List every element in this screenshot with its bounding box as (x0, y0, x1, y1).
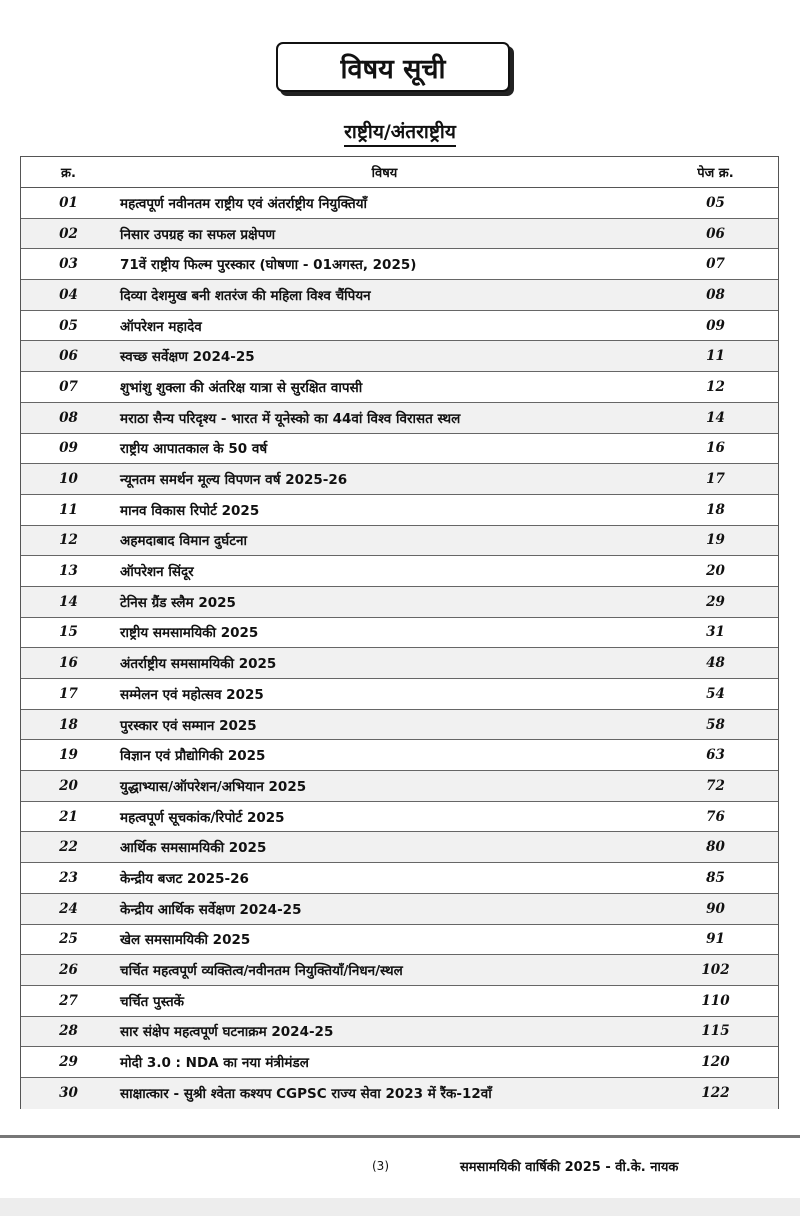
row-page: 07 (706, 256, 725, 273)
row-topic: राष्ट्रीय समसामयिकी 2025 (120, 625, 259, 642)
table-row (21, 618, 778, 649)
row-topic: ऑपरेशन सिंदूर (120, 564, 194, 581)
table-row (21, 679, 778, 710)
row-num: 18 (59, 716, 78, 733)
row-topic: राष्ट्रीय आपातकाल के 50 वर्ष (120, 441, 268, 458)
section-heading-text: राष्ट्रीय/अंतराष्ट्रीय (344, 121, 456, 147)
row-page: 06 (706, 225, 725, 242)
row-num: 02 (59, 225, 78, 242)
row-num: 10 (59, 471, 78, 488)
row-num: 26 (59, 962, 78, 979)
header-num: क्र. (61, 166, 76, 181)
row-topic: खेल समसामयिकी 2025 (120, 932, 251, 949)
page-title: विषय सूची (340, 53, 446, 85)
table-row (21, 556, 778, 587)
header-page: पेज क्र. (697, 166, 734, 181)
row-page: 58 (706, 716, 725, 733)
table-row (21, 648, 778, 679)
row-num: 13 (59, 563, 78, 580)
row-num: 14 (59, 593, 78, 610)
row-num: 20 (59, 777, 78, 794)
row-num: 04 (59, 286, 78, 303)
table-body (21, 188, 778, 1109)
row-page: 91 (706, 931, 725, 948)
row-page: 08 (706, 286, 725, 303)
row-topic: निसार उपग्रह का सफल प्रक्षेपण (120, 226, 276, 243)
table-header (21, 157, 778, 188)
row-topic: केन्द्रीय आर्थिक सर्वेक्षण 2024-25 (120, 901, 302, 918)
footer-divider (0, 1135, 800, 1138)
row-topic: चर्चित महत्वपूर्ण व्यक्तित्व/नवीनतम नियुक्तियाँ/निधन/स्थल (120, 963, 403, 980)
table-row (21, 955, 778, 986)
row-num: 28 (59, 1023, 78, 1040)
table-row (21, 832, 778, 863)
row-page: 80 (706, 839, 725, 856)
row-page: 18 (706, 501, 725, 518)
row-topic: स्वच्छ सर्वेक्षण 2024-25 (120, 349, 255, 366)
row-page: 115 (701, 1023, 730, 1040)
row-num: 15 (59, 624, 78, 641)
table-row (21, 771, 778, 802)
table-row (21, 434, 778, 465)
row-topic: सम्मेलन एवं महोत्सव 2025 (120, 686, 264, 703)
table-row (21, 219, 778, 250)
table-row (21, 925, 778, 956)
row-page: 54 (706, 685, 725, 702)
row-num: 17 (59, 685, 78, 702)
row-page: 85 (706, 869, 725, 886)
footer-page-number: (3) (372, 1159, 389, 1173)
footer-book-title: समसामयिकी वार्षिकी 2025 - वी.के. नायक (460, 1160, 679, 1175)
row-page: 19 (706, 532, 725, 549)
row-num: 30 (59, 1085, 78, 1102)
table-row (21, 341, 778, 372)
row-topic: साक्षात्कार - सुश्री श्वेता कश्यप CGPSC राज्य सेवा 2023 में रैंक-12वाँ (120, 1086, 492, 1103)
row-num: 08 (59, 409, 78, 426)
row-page: 63 (706, 747, 725, 764)
table-row (21, 863, 778, 894)
section-heading (0, 118, 800, 144)
row-topic: टेनिस ग्रैंड स्लैम 2025 (120, 594, 236, 611)
table-row (21, 280, 778, 311)
row-topic: दिव्या देशमुख बनी शतरंज की महिला विश्व चैंपियन (120, 287, 371, 304)
row-page: 76 (706, 808, 725, 825)
table-row (21, 894, 778, 925)
row-topic: अंतर्राष्ट्रीय समसामयिकी 2025 (120, 656, 277, 673)
table-row (21, 464, 778, 495)
row-page: 09 (706, 317, 725, 334)
table-row (21, 802, 778, 833)
row-topic: सार संक्षेप महत्वपूर्ण घटनाक्रम 2024-25 (120, 1024, 334, 1041)
row-num: 22 (59, 839, 78, 856)
row-topic: ऑपरेशन महादेव (120, 318, 202, 335)
row-num: 16 (59, 655, 78, 672)
row-num: 27 (59, 992, 78, 1009)
row-page: 05 (706, 194, 725, 211)
row-num: 05 (59, 317, 78, 334)
table-row (21, 249, 778, 280)
table-row (21, 403, 778, 434)
row-topic: महत्वपूर्ण सूचकांक/रिपोर्ट 2025 (120, 809, 285, 826)
row-page: 122 (701, 1085, 730, 1102)
table-row (21, 495, 778, 526)
row-page: 17 (706, 471, 725, 488)
row-topic: युद्धाभ्यास/ऑपरेशन/अभियान 2025 (120, 778, 307, 795)
header-topic: विषय (371, 166, 398, 181)
row-page: 12 (706, 378, 725, 395)
row-num: 12 (59, 532, 78, 549)
page-title-box (276, 42, 510, 92)
row-page: 11 (706, 348, 725, 365)
table-row (21, 1017, 778, 1048)
row-num: 23 (59, 869, 78, 886)
row-num: 03 (59, 256, 78, 273)
row-topic: न्यूनतम समर्थन मूल्य विपणन वर्ष 2025-26 (120, 472, 348, 489)
row-topic: मानव विकास रिपोर्ट 2025 (120, 502, 260, 519)
row-topic: महत्वपूर्ण नवीनतम राष्ट्रीय एवं अंतर्राष्ट्रीय नियुक्तियाँ (120, 195, 368, 212)
row-topic: अहमदाबाद विमान दुर्घटना (120, 533, 247, 550)
table-row (21, 986, 778, 1017)
row-page: 14 (706, 409, 725, 426)
row-topic: मराठा सैन्य परिदृश्य - भारत में यूनेस्को का 44वां विश्व विरासत स्थल (120, 410, 461, 427)
row-page: 110 (701, 992, 730, 1009)
row-topic: चर्चित पुस्तकें (120, 993, 185, 1010)
row-page: 90 (706, 900, 725, 917)
table-row (21, 311, 778, 342)
row-topic: विज्ञान एवं प्रौद्योगिकी 2025 (120, 748, 266, 765)
row-num: 11 (59, 501, 78, 518)
row-num: 01 (59, 194, 78, 211)
bottom-strip (0, 1198, 800, 1216)
row-num: 09 (59, 440, 78, 457)
table-row (21, 526, 778, 557)
row-topic: शुभांशु शुक्ला की अंतरिक्ष यात्रा से सुरक्षित वापसी (120, 379, 363, 396)
row-topic: पुरस्कार एवं सम्मान 2025 (120, 717, 257, 734)
table-row (21, 372, 778, 403)
row-num: 29 (59, 1054, 78, 1071)
table-row (21, 188, 778, 219)
row-num: 24 (59, 900, 78, 917)
row-page: 72 (706, 777, 725, 794)
contents-table (20, 156, 779, 1109)
row-page: 120 (701, 1054, 730, 1071)
row-num: 06 (59, 348, 78, 365)
table-row (21, 740, 778, 771)
row-topic: केन्द्रीय बजट 2025-26 (120, 870, 249, 887)
row-num: 07 (59, 378, 78, 395)
row-topic: आर्थिक समसामयिकी 2025 (120, 840, 267, 857)
row-topic: मोदी 3.0 : NDA का नया मंत्रीमंडल (120, 1055, 309, 1072)
table-row (21, 1078, 778, 1109)
row-page: 29 (706, 593, 725, 610)
table-row (21, 1047, 778, 1078)
row-page: 31 (706, 624, 725, 641)
row-page: 16 (706, 440, 725, 457)
row-page: 102 (701, 962, 730, 979)
row-num: 25 (59, 931, 78, 948)
row-page: 48 (706, 655, 725, 672)
table-row (21, 710, 778, 741)
table-row (21, 587, 778, 618)
row-num: 19 (59, 747, 78, 764)
row-num: 21 (59, 808, 78, 825)
row-page: 20 (706, 563, 725, 580)
row-topic: 71वें राष्ट्रीय फिल्म पुरस्कार (घोषणा - 01अगस्त, 2025) (120, 257, 417, 274)
